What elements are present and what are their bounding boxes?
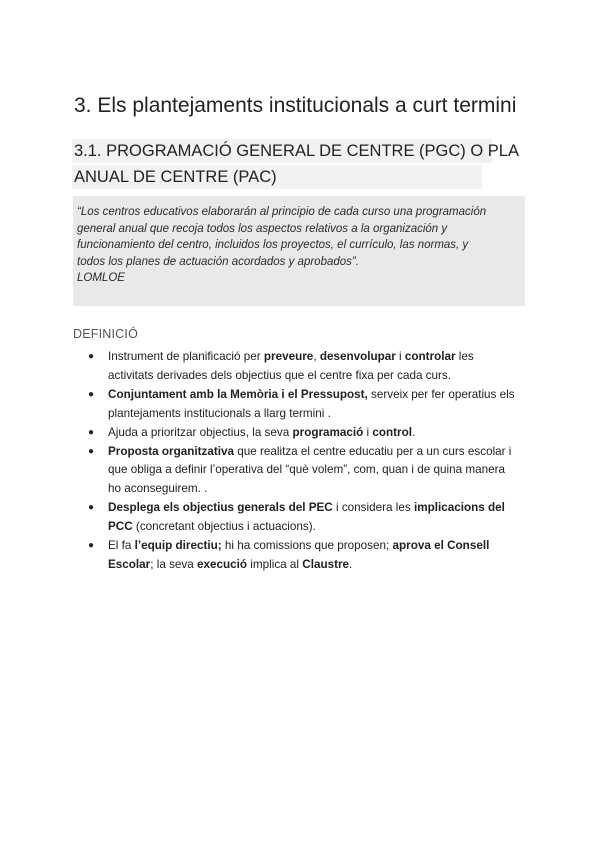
- text-run: que obliga a definir l’operativa del “què volem”, com, quan i de quina manera: [108, 463, 505, 477]
- quote-block: [73, 196, 525, 306]
- bold-text: Claustre: [302, 557, 350, 571]
- text-run: i considera les: [332, 501, 414, 515]
- bold-text: implicacions del: [413, 501, 505, 515]
- text-run: serveix per fer operatius els: [367, 387, 515, 401]
- list-item-line: [108, 348, 528, 367]
- bold-text: programació: [292, 425, 364, 439]
- quote-line: funcionamiento del centro, incluidos los proyectos, el currículo, las normas, y: [77, 239, 469, 251]
- section-heading: 3. Els plantejaments institucionals a curt termini: [74, 94, 517, 117]
- list-item: [88, 443, 528, 500]
- bold-text: desenvolupar: [319, 350, 396, 363]
- text-run: Ajuda a prioritzar objectius, la seva: [108, 425, 293, 439]
- bold-text: aprova el Consell: [392, 539, 490, 553]
- text-run: que realitza el centre educatiu per a un curs escolar i: [234, 444, 512, 458]
- list-item-line: [108, 461, 528, 480]
- quote-line: “Los centros educativos elaborarán al principio de cada curso una programación: [77, 206, 487, 218]
- bold-text: controlar: [404, 350, 456, 363]
- list-item-line: [108, 443, 528, 462]
- list-item-line: [108, 537, 528, 556]
- list-item: [88, 499, 528, 537]
- text-run: hi ha comissions que proposen;: [221, 539, 393, 553]
- list-item-line: [108, 499, 528, 518]
- bold-text: preveure: [263, 350, 314, 363]
- list-item: [88, 348, 528, 386]
- bold-text: Desplega els objectius generals del PEC: [108, 501, 333, 515]
- bullet-icon: ●: [88, 502, 95, 514]
- text-run: activitats derivades dels objectius que el centre fixa per cada curs.: [108, 368, 452, 382]
- list-item: [88, 537, 528, 575]
- text-run: ; la seva: [150, 557, 198, 571]
- bullet-icon: ●: [88, 540, 95, 552]
- text-run: i: [395, 350, 405, 363]
- text-run: i: [363, 425, 373, 439]
- text-run: .: [349, 557, 353, 571]
- bold-text: PCC: [108, 520, 133, 534]
- list-item-line: [108, 518, 528, 537]
- text-run: El fa: [108, 539, 135, 553]
- bold-text: Escolar: [108, 557, 151, 571]
- text-run: implica al: [247, 557, 303, 571]
- bold-text: execució: [197, 557, 248, 571]
- definition-label: DEFINICIÓ: [73, 327, 138, 341]
- text-run: les: [455, 350, 474, 363]
- quote-line: general anual que recoja todos los aspectos relativos a la organización y: [77, 222, 448, 235]
- list-item-line: [108, 480, 528, 499]
- list-item-line: [108, 556, 528, 575]
- text-run: (concretant objectius i actuacions).: [132, 520, 316, 534]
- bold-text: Proposta organitzativa: [108, 444, 234, 458]
- list-item: [88, 386, 528, 424]
- list-item-line: [108, 424, 528, 443]
- bullet-icon: ●: [88, 426, 95, 438]
- bullet-icon: ●: [88, 388, 95, 400]
- text-run: plantejaments institucionals a llarg termini .: [108, 406, 331, 420]
- bold-text: l’equip directiu;: [134, 539, 222, 553]
- definition-list: [88, 348, 528, 575]
- text-run: ,: [313, 350, 320, 363]
- text-run: Instrument de planificació per: [108, 350, 264, 363]
- subsection-heading-line-1: 3.1. PROGRAMACIÓ GENERAL DE CENTRE (PGC) O PLA: [72, 139, 492, 163]
- subsection-heading-line-2: ANUAL DE CENTRE (PAC): [72, 165, 482, 189]
- list-item-line: [108, 386, 528, 405]
- subsection-heading: [72, 139, 519, 189]
- bold-text: control: [372, 425, 412, 439]
- list-item-line: [108, 367, 528, 386]
- quote-line: todos los planes de actuación acordados y aprobados”.: [77, 255, 359, 268]
- bold-text: Conjuntament amb la Memòria i el Pressupost,: [108, 387, 368, 401]
- list-item-line: [108, 405, 528, 424]
- quote-source: LOMLOE: [77, 272, 125, 284]
- bullet-icon: ●: [88, 351, 95, 362]
- bullet-icon: ●: [88, 445, 95, 457]
- text-run: ho aconseguirem. .: [108, 482, 208, 496]
- list-item: [88, 424, 528, 443]
- text-run: .: [412, 425, 416, 439]
